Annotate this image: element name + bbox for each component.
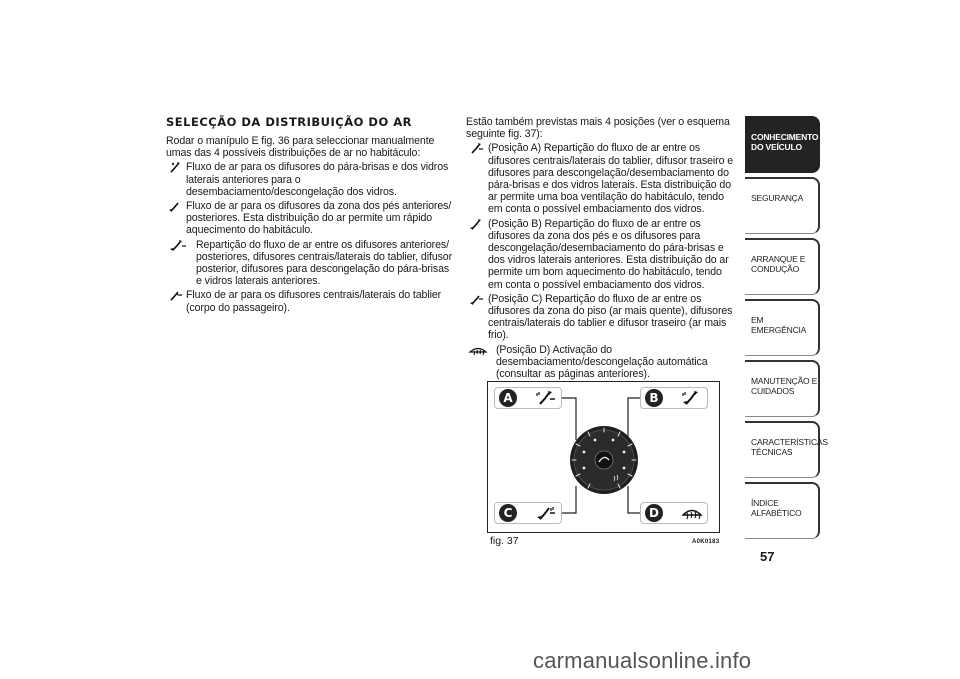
position-a-label: A xyxy=(494,387,562,409)
distribution-knob xyxy=(568,424,640,496)
feet-vent-icon xyxy=(168,200,188,213)
tab-em-emergencia[interactable]: EM EMERGÊNCIA xyxy=(745,299,820,356)
right-column xyxy=(466,116,738,380)
tab-seguranca[interactable]: SEGURANÇA xyxy=(745,177,820,234)
airflow-windscreen-icon xyxy=(535,390,557,411)
list-item: (Posição B) Repartição do fluxo de ar entre os difusores da zona dos pés e os difusores para descongelação/desembaciamento do pára-brisas e dos vidros laterais anteriores. Esta distribuição do ar permite um bom aquecimento do habitáculo, tendo em conta o possível embaciamento dos vidros. xyxy=(466,218,738,291)
figure-caption: fig. 37 xyxy=(490,535,519,547)
section-heading: SELECÇÃO DA DISTRIBUIÇÃO DO AR xyxy=(166,115,412,129)
chapter-sidebar xyxy=(745,116,828,543)
tab-caracteristicas-tecnicas[interactable]: CARACTERÍSTICAS TÉCNICAS xyxy=(745,421,820,478)
tab-arranque-e-conducao[interactable]: ARRANQUE E CONDUÇÃO xyxy=(745,238,820,295)
position-d-label: D xyxy=(640,502,708,524)
windscreen-side-vent-icon xyxy=(168,161,188,174)
right-position-list xyxy=(466,142,738,380)
figure-37-diagram xyxy=(487,381,720,533)
position-b-icon xyxy=(468,218,488,231)
airflow-feet-windscreen-icon xyxy=(681,390,703,411)
list-item: (Posição C) Repartição do fluxo de ar entre os difusores da zona do piso (ar mais quente), difusores centrais/laterais do tablier e difusor traseiro (ar mais frio). xyxy=(466,293,738,342)
defrost-icon xyxy=(681,505,703,526)
defrost-icon xyxy=(468,344,488,357)
position-c-icon xyxy=(468,293,488,306)
list-item: (Posição A) Repartição do fluxo de ar entre os difusores centrais/laterais do tablier, difusor traseiro e difusores para descongelação/desembaciamento do pára-brisas e dos vidros laterais. Esta distribuição do ar permite uma boa ventilação do habitáculo, tendo em conta o possível embaciamento dos vidros. xyxy=(466,142,738,215)
position-c-label: C xyxy=(494,502,562,524)
right-intro: Estão também previstas mais 4 posições (ver o esquema seguinte fig. 37): xyxy=(466,116,730,141)
tab-manutencao-e-cuidados[interactable]: MANUTENÇÃO E CUIDADOS xyxy=(745,360,820,417)
left-distribution-list xyxy=(166,161,454,313)
list-item: (Posição D) Activação do desembaciamento/descongelação automática (consultar as páginas anteriores). xyxy=(466,344,738,381)
position-a-icon xyxy=(468,142,488,155)
figure-code: A0K0183 xyxy=(692,539,720,545)
list-item: Fluxo de ar para os difusores do pára-brisas e dos vidros laterais anteriores para o desembaciamento/descongelação dos vidros. xyxy=(166,161,454,198)
list-item: Fluxo de ar para os difusores centrais/laterais do tablier (corpo do passageiro). xyxy=(166,289,454,313)
feet-windscreen-vent-icon xyxy=(168,239,188,252)
page-number: 57 xyxy=(760,549,775,564)
watermark-text: carmanualsonline.info xyxy=(533,648,752,673)
dashboard-vent-icon xyxy=(168,289,188,302)
list-item: Fluxo de ar para os difusores da zona dos pés anteriores/ posteriores. Esta distribuição do ar permite um rápido aquecimento do habitáculo. xyxy=(166,200,454,237)
position-b-label: B xyxy=(640,387,708,409)
tab-indice-alfabetico[interactable]: ÍNDICE ALFABÉTICO xyxy=(745,482,820,539)
tab-conhecimento-do-veiculo[interactable]: CONHECIMENTO DO VEÍCULO xyxy=(745,116,820,173)
left-column xyxy=(166,116,454,314)
left-intro: Rodar o manípulo E fig. 36 para seleccionar manualmente umas das 4 possíveis distribuições de ar no habitáculo: xyxy=(166,135,435,160)
list-item: Repartição do fluxo de ar entre os difusores anteriores/ posteriores, difusores centrais/laterais do tablier, difusor posterior, difusores para descongelação do pára-brisas e vidros laterais anteriores. xyxy=(166,239,454,288)
airflow-feet-dashboard-icon xyxy=(535,505,557,526)
